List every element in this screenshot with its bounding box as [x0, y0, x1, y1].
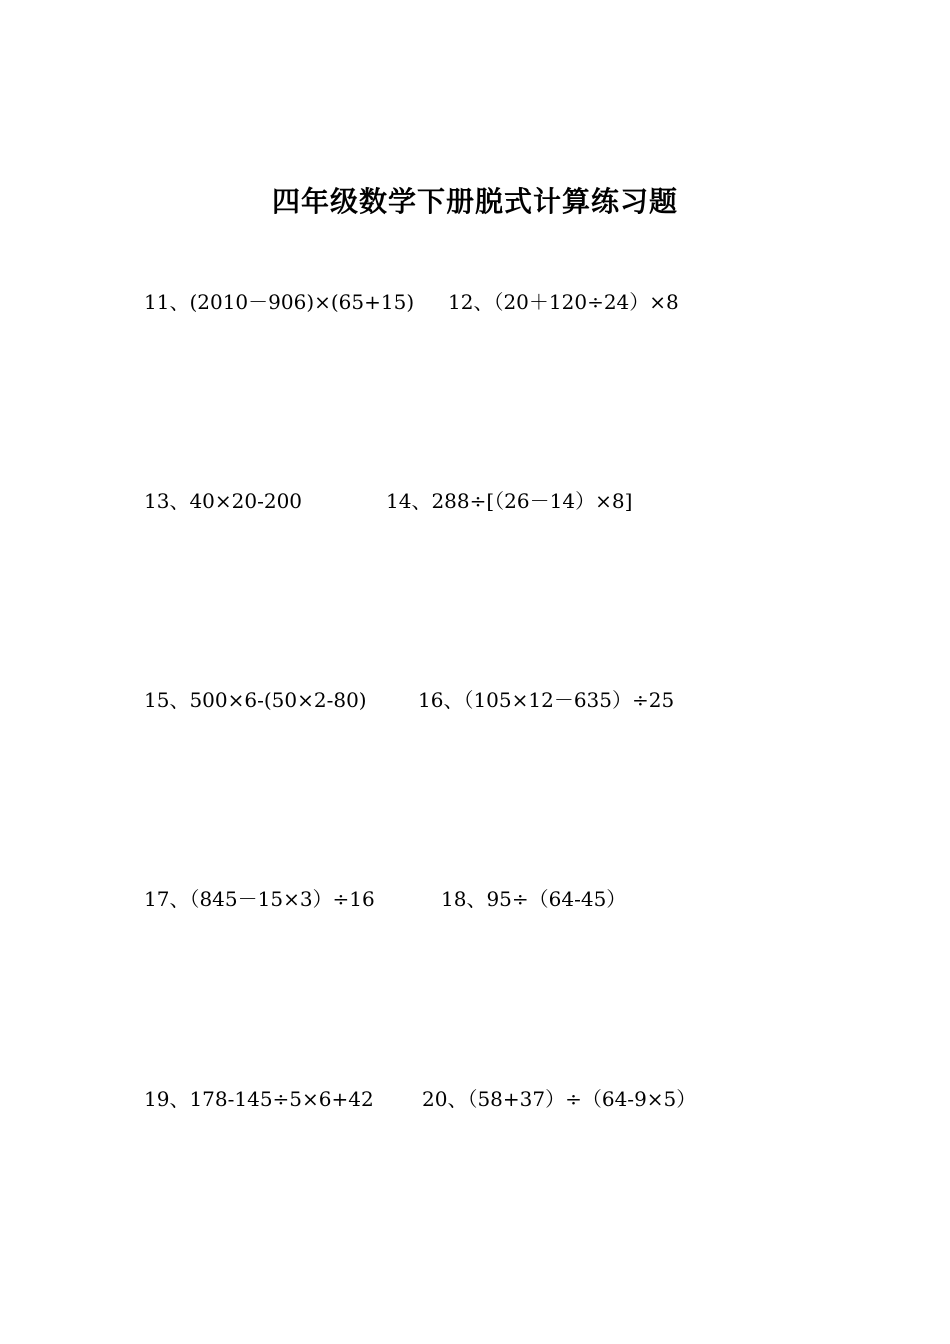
problem-14: 14、288÷[（26－14）×8]: [386, 489, 633, 513]
problem-19: 19、178-145÷5×6+42: [144, 1087, 374, 1111]
problem-13: 13、40×20-200: [144, 489, 303, 513]
problem-15: 15、500×6-(50×2-80): [144, 688, 367, 712]
problem-11: 11、(2010－906)×(65+15): [144, 290, 415, 314]
problem-18: 18、95÷（64-45）: [441, 887, 627, 911]
problem-12: 12、（20＋120÷24）×8: [448, 290, 679, 314]
problem-20: 20、（58+37）÷（64-9×5）: [422, 1087, 697, 1111]
document-title: 四年级数学下册脱式计算练习题: [271, 185, 678, 218]
problem-16: 16、（105×12－635）÷25: [418, 688, 675, 712]
problem-17: 17、（845－15×3）÷16: [144, 887, 375, 911]
